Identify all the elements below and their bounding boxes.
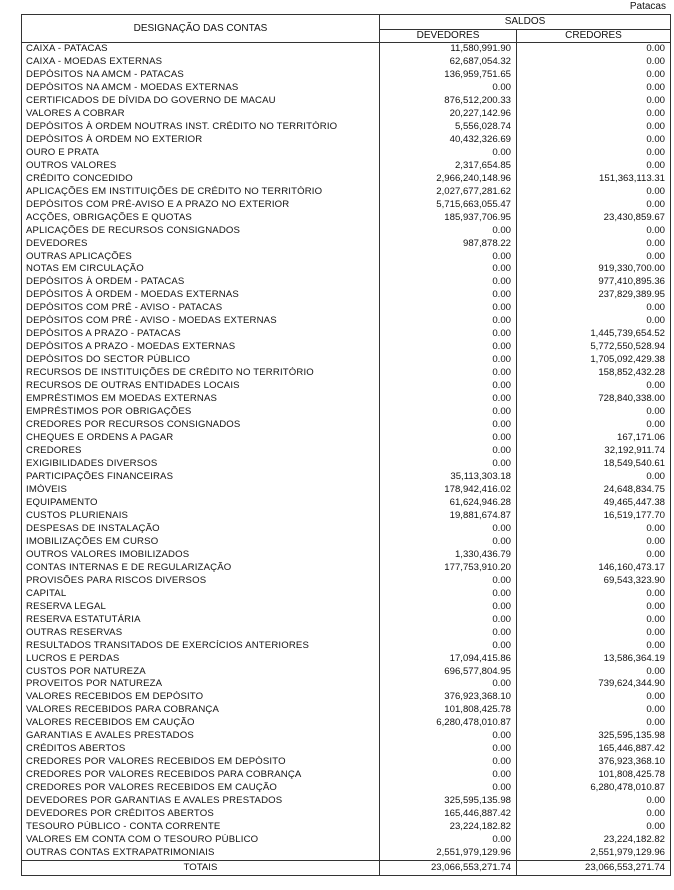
debit-value: 0.00 [380,536,517,549]
credit-value: 0.00 [517,614,671,627]
account-name: DEPÓSITOS A PRAZO - MOEDAS EXTERNAS [22,341,380,354]
account-name: GARANTIAS E AVALES PRESTADOS [22,730,380,743]
debtors-column-header: DEVEDORES [380,30,517,43]
table-row [22,56,671,69]
debit-value: 0.00 [380,782,517,795]
debit-value: 0.00 [380,302,517,315]
table-row [22,199,671,212]
credit-value: 13,586,364.19 [517,653,671,666]
table-row [22,666,671,679]
account-name: CAIXA - MOEDAS EXTERNAS [22,56,380,69]
debit-value: 987,878.22 [380,238,517,251]
debit-value: 61,624,946.28 [380,497,517,510]
account-name: PROVEITOS POR NATUREZA [22,678,380,691]
debit-value: 0.00 [380,367,517,380]
credit-value: 69,543,323.90 [517,575,671,588]
account-name: OUTRAS CONTAS EXTRAPATRIMONIAIS [22,847,380,860]
debit-value: 0.00 [380,147,517,160]
totals-debit: 23,066,553,271.74 [380,861,517,876]
credit-value: 0.00 [517,588,671,601]
credit-value: 0.00 [517,95,671,108]
credit-value: 165,446,887.42 [517,743,671,756]
credit-value: 101,808,425.78 [517,769,671,782]
debit-value: 0.00 [380,730,517,743]
account-name: EMPRÉSTIMOS EM MOEDAS EXTERNAS [22,393,380,406]
credit-value: 325,595,135.98 [517,730,671,743]
account-name: CONTAS INTERNAS E DE REGULARIZAÇÃO [22,562,380,575]
debit-value: 696,577,804.95 [380,666,517,679]
account-name: VALORES RECEBIDOS EM DEPÓSITO [22,691,380,704]
credit-value: 151,363,113.31 [517,173,671,186]
credit-value: 728,840,338.00 [517,393,671,406]
account-name: VALORES RECEBIDOS PARA COBRANÇA [22,704,380,717]
debit-value: 23,224,182.82 [380,821,517,834]
credit-value: 0.00 [517,640,671,653]
debit-value: 11,580,991.90 [380,43,517,56]
table-header [22,15,671,43]
account-name: CUSTOS PLURIENAIS [22,510,380,523]
account-name: OUTRAS APLICAÇÕES [22,251,380,264]
table-row [22,432,671,445]
credit-value: 919,330,700.00 [517,263,671,276]
table-row [22,419,671,432]
account-name: ACÇÕES, OBRIGAÇÕES E QUOTAS [22,212,380,225]
currency-unit-label: Patacas [629,1,666,12]
table-row [22,471,671,484]
credit-value: 0.00 [517,704,671,717]
table-row [22,354,671,367]
debit-value: 0.00 [380,263,517,276]
table-row [22,536,671,549]
debit-value: 0.00 [380,393,517,406]
totals-credit: 23,066,553,271.74 [517,861,671,876]
table-row [22,289,671,302]
account-name: DEPÓSITOS À ORDEM - MOEDAS EXTERNAS [22,289,380,302]
debit-value: 0.00 [380,614,517,627]
account-name: DEPÓSITOS A PRAZO - PATACAS [22,328,380,341]
credit-value: 0.00 [517,601,671,614]
account-name: DEPÓSITOS COM PRÉ - AVISO - MOEDAS EXTERNAS [22,315,380,328]
table-row [22,678,671,691]
debit-value: 2,027,677,281.62 [380,186,517,199]
credit-value: 0.00 [517,795,671,808]
account-name: DEPÓSITOS À ORDEM NO EXTERIOR [22,134,380,147]
totals-label: TOTAIS [22,861,380,876]
table-row [22,821,671,834]
table-row [22,601,671,614]
balances-column-header: SALDOS [380,15,671,30]
debit-value: 0.00 [380,445,517,458]
table-row [22,263,671,276]
table-row [22,380,671,393]
debit-value: 0.00 [380,419,517,432]
debit-value: 2,966,240,148.96 [380,173,517,186]
credit-value: 0.00 [517,134,671,147]
debit-value: 165,446,887.42 [380,808,517,821]
table-row [22,251,671,264]
table-row [22,549,671,562]
credit-value: 23,224,182.82 [517,834,671,847]
account-name: CERTIFICADOS DE DÍVIDA DO GOVERNO DE MACAU [22,95,380,108]
credit-value: 0.00 [517,56,671,69]
account-name: RECURSOS DE OUTRAS ENTIDADES LOCAIS [22,380,380,393]
account-name: PARTICIPAÇÕES FINANCEIRAS [22,471,380,484]
table-row [22,134,671,147]
credit-value: 0.00 [517,82,671,95]
credit-value: 0.00 [517,147,671,160]
table-row [22,510,671,523]
debit-value: 0.00 [380,432,517,445]
credit-value: 0.00 [517,549,671,562]
debit-value: 0.00 [380,315,517,328]
account-name: IMÓVEIS [22,484,380,497]
debit-value: 0.00 [380,380,517,393]
credit-value: 0.00 [517,43,671,56]
debit-value: 0.00 [380,769,517,782]
credit-value: 0.00 [517,419,671,432]
credit-value: 0.00 [517,121,671,134]
credit-value: 146,160,473.17 [517,562,671,575]
debit-value: 0.00 [380,225,517,238]
debit-value: 0.00 [380,601,517,614]
table-row [22,43,671,56]
credit-value: 1,445,739,654.52 [517,328,671,341]
credit-value: 0.00 [517,380,671,393]
table-row [22,730,671,743]
debit-value: 62,687,054.32 [380,56,517,69]
table-row [22,575,671,588]
credit-value: 16,519,177.70 [517,510,671,523]
table-row [22,769,671,782]
credit-value: 6,280,478,010.87 [517,782,671,795]
credit-value: 2,551,979,129.96 [517,847,671,860]
debit-value: 0.00 [380,328,517,341]
table-row [22,302,671,315]
debit-value: 5,556,028.74 [380,121,517,134]
table-row [22,328,671,341]
account-name: PROVISÕES PARA RISCOS DIVERSOS [22,575,380,588]
credit-value: 0.00 [517,691,671,704]
credit-value: 0.00 [517,523,671,536]
table-row [22,523,671,536]
credit-value: 0.00 [517,536,671,549]
table-row [22,808,671,821]
table-row [22,717,671,730]
table-row [22,640,671,653]
account-name: DEVEDORES POR GARANTIAS E AVALES PRESTADOS [22,795,380,808]
credit-value: 0.00 [517,666,671,679]
debit-value: 0.00 [380,354,517,367]
account-name: DEPÓSITOS COM PRÉ-AVISO E A PRAZO NO EXTERIOR [22,199,380,212]
debit-value: 376,923,368.10 [380,691,517,704]
account-name: DEVEDORES [22,238,380,251]
debit-value: 0.00 [380,458,517,471]
account-name: CREDORES POR VALORES RECEBIDOS PARA COBRANÇA [22,769,380,782]
credit-value: 32,192,911.74 [517,445,671,458]
table-row [22,186,671,199]
debit-value: 0.00 [380,588,517,601]
table-row [22,341,671,354]
account-name: EQUIPAMENTO [22,497,380,510]
account-name: CREDORES POR RECURSOS CONSIGNADOS [22,419,380,432]
account-name: DEPÓSITOS NA AMCM - MOEDAS EXTERNAS [22,82,380,95]
table-row [22,588,671,601]
credit-value: 739,624,344.90 [517,678,671,691]
account-name: DEPÓSITOS NA AMCM - PATACAS [22,69,380,82]
account-name: RESERVA ESTATUTÁRIA [22,614,380,627]
account-name: VALORES A COBRAR [22,108,380,121]
accounts-column-header: DESIGNAÇÃO DAS CONTAS [22,15,380,43]
credit-value: 0.00 [517,406,671,419]
creditors-column-header: CREDORES [517,30,671,43]
credit-value: 1,705,092,429.38 [517,354,671,367]
table-row [22,562,671,575]
debit-value: 0.00 [380,523,517,536]
debit-value: 0.00 [380,289,517,302]
table-row [22,315,671,328]
credit-value: 5,772,550,528.94 [517,341,671,354]
credit-value: 0.00 [517,821,671,834]
credit-value: 237,829,389.95 [517,289,671,302]
table-row [22,367,671,380]
debit-value: 0.00 [380,834,517,847]
credit-value: 167,171.06 [517,432,671,445]
account-name: CUSTOS POR NATUREZA [22,666,380,679]
account-name: IMOBILIZAÇÕES EM CURSO [22,536,380,549]
debit-value: 20,227,142.96 [380,108,517,121]
debit-value: 178,942,416.02 [380,484,517,497]
credit-value: 0.00 [517,225,671,238]
account-name: DEPÓSITOS À ORDEM NOUTRAS INST. CRÉDITO NO TERRITÓRIO [22,121,380,134]
account-name: CHEQUES E ORDENS A PAGAR [22,432,380,445]
table-row [22,108,671,121]
debit-value: 2,317,654.85 [380,160,517,173]
credit-value: 0.00 [517,186,671,199]
account-name: CREDORES [22,445,380,458]
credit-value: 0.00 [517,471,671,484]
account-name: APLICAÇÕES DE RECURSOS CONSIGNADOS [22,225,380,238]
credit-value: 24,648,834.75 [517,484,671,497]
trial-balance-table [21,14,671,876]
debit-value: 0.00 [380,756,517,769]
debit-value: 6,280,478,010.87 [380,717,517,730]
table-footer [22,861,671,876]
account-name: CRÉDITOS ABERTOS [22,743,380,756]
credit-value: 0.00 [517,199,671,212]
debit-value: 2,551,979,129.96 [380,847,517,860]
table-row [22,69,671,82]
table-row [22,847,671,860]
credit-value: 0.00 [517,315,671,328]
debit-value: 19,881,674.87 [380,510,517,523]
credit-value: 0.00 [517,302,671,315]
account-name: NOTAS EM CIRCULAÇÃO [22,263,380,276]
table-row [22,497,671,510]
credit-value: 18,549,540.61 [517,458,671,471]
account-name: CAIXA - PATACAS [22,43,380,56]
credit-value: 0.00 [517,717,671,730]
credit-value: 0.00 [517,160,671,173]
account-name: OUTRAS RESERVAS [22,627,380,640]
table-row [22,393,671,406]
debit-value: 0.00 [380,82,517,95]
account-name: DEVEDORES POR CRÉDITOS ABERTOS [22,808,380,821]
table-row [22,212,671,225]
account-name: APLICAÇÕES EM INSTITUIÇÕES DE CRÉDITO NO TERRITÓRIO [22,186,380,199]
table-body [22,43,671,861]
debit-value: 0.00 [380,276,517,289]
debit-value: 325,595,135.98 [380,795,517,808]
debit-value: 0.00 [380,678,517,691]
debit-value: 0.00 [380,575,517,588]
account-name: EXIGIBILIDADES DIVERSOS [22,458,380,471]
debit-value: 0.00 [380,627,517,640]
credit-value: 0.00 [517,627,671,640]
credit-value: 0.00 [517,238,671,251]
table-row [22,795,671,808]
table-row [22,173,671,186]
debit-value: 0.00 [380,640,517,653]
credit-value: 0.00 [517,808,671,821]
table-row [22,82,671,95]
credit-value: 23,430,859.67 [517,212,671,225]
account-name: DEPÓSITOS COM PRÉ - AVISO - PATACAS [22,302,380,315]
table-row [22,458,671,471]
table-row [22,147,671,160]
debit-value: 0.00 [380,251,517,264]
table-row [22,406,671,419]
account-name: CAPITAL [22,588,380,601]
table-row [22,445,671,458]
account-name: RESERVA LEGAL [22,601,380,614]
credit-value: 0.00 [517,251,671,264]
account-name: OURO E PRATA [22,147,380,160]
account-name: CRÉDITO CONCEDIDO [22,173,380,186]
account-name: DESPESAS DE INSTALAÇÃO [22,523,380,536]
debit-value: 0.00 [380,743,517,756]
debit-value: 185,937,706.95 [380,212,517,225]
table-row [22,160,671,173]
account-name: RECURSOS DE INSTITUIÇÕES DE CRÉDITO NO TERRITÓRIO [22,367,380,380]
debit-value: 5,715,663,055.47 [380,199,517,212]
table-row [22,484,671,497]
table-row [22,834,671,847]
account-name: DEPÓSITOS À ORDEM - PATACAS [22,276,380,289]
account-name: OUTROS VALORES [22,160,380,173]
debit-value: 876,512,200.33 [380,95,517,108]
account-name: RESULTADOS TRANSITADOS DE EXERCÍCIOS ANTERIORES [22,640,380,653]
credit-value: 977,410,895.36 [517,276,671,289]
table-row [22,782,671,795]
table-row [22,653,671,666]
debit-value: 136,959,751.65 [380,69,517,82]
credit-value: 0.00 [517,69,671,82]
credit-value: 158,852,432.28 [517,367,671,380]
credit-value: 376,923,368.10 [517,756,671,769]
account-name: VALORES EM CONTA COM O TESOURO PÚBLICO [22,834,380,847]
debit-value: 40,432,326.69 [380,134,517,147]
debit-value: 0.00 [380,341,517,354]
credit-value: 49,465,447.38 [517,497,671,510]
table-row [22,225,671,238]
table-row [22,756,671,769]
table-row [22,627,671,640]
table-row [22,276,671,289]
account-name: VALORES RECEBIDOS EM CAUÇÃO [22,717,380,730]
table-row [22,691,671,704]
account-name: LUCROS E PERDAS [22,653,380,666]
totals-row [22,861,671,876]
table-row [22,238,671,251]
account-name: CREDORES POR VALORES RECEBIDOS EM CAUÇÃO [22,782,380,795]
debit-value: 0.00 [380,406,517,419]
account-name: OUTROS VALORES IMOBILIZADOS [22,549,380,562]
account-name: EMPRÉSTIMOS POR OBRIGAÇÕES [22,406,380,419]
table-row [22,95,671,108]
table-row [22,121,671,134]
account-name: DEPÓSITOS DO SECTOR PÚBLICO [22,354,380,367]
account-name: TESOURO PÚBLICO - CONTA CORRENTE [22,821,380,834]
debit-value: 101,808,425.78 [380,704,517,717]
debit-value: 35,113,303.18 [380,471,517,484]
table-row [22,704,671,717]
table-row [22,743,671,756]
table-row [22,614,671,627]
debit-value: 177,753,910.20 [380,562,517,575]
credit-value: 0.00 [517,108,671,121]
account-name: CREDORES POR VALORES RECEBIDOS EM DEPÓSITO [22,756,380,769]
debit-value: 1,330,436.79 [380,549,517,562]
debit-value: 17,094,415.86 [380,653,517,666]
